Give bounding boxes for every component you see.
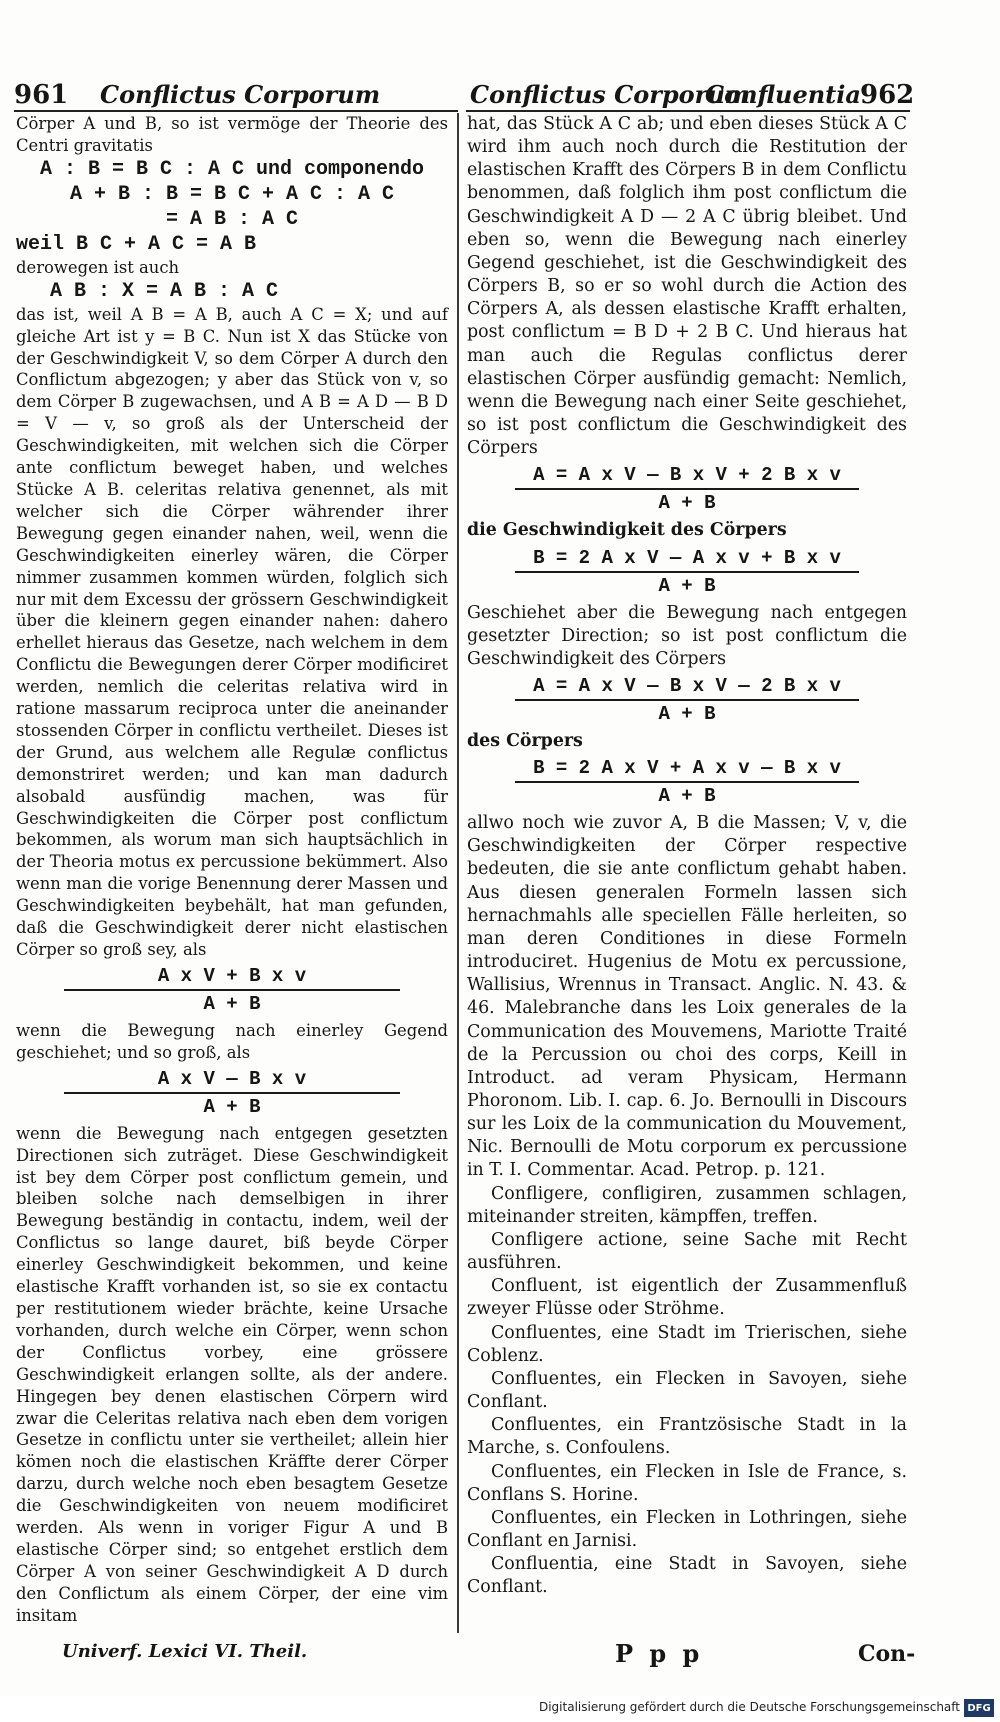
left-running-title: Conflictus Corporum xyxy=(100,80,381,109)
dictionary-entry: Confluentes, ein Flecken in Lothringen, siehe Conflant en Jarnisi. xyxy=(467,1507,907,1551)
formula-fraction xyxy=(467,545,907,599)
paragraph: Cörper A und B, so ist vermöge der Theorie des Centri gravitatis xyxy=(16,114,448,155)
paragraph: wenn die Bewegung nach entgegen gesetzten Directionen sich zuträget. Diese Geschwindigkeit ist bey dem Cörper post conflictum gemein, und bleiben solche nach demselbigen in ihrer Bewegung beständig in contactu, indem, weil der Conflictus so lange dauret, biß beyde Cörper einerley Geschwindigkeit bekommen, und keine elastische Krafft vorhanden ist, so sie ex contactu per restitutionem wieder brächte, keine Ursache vorhanden, durch welche ein Cörper, wenn schon der Conflictus vorbey, eine grössere Geschwindigkeit erlangen sollte, als der andere. Hingegen bey denen elastischen Cörpern wird zwar die Celeritas relativa nach eben dem vorigen Gesetze in conflictu unter sie vertheilet; allein hier kömen noch die elastischen Kräffte derer Cörper darzu, durch welche noch eben besagtem Gesetze die Geschwindigkeiten von neuem modificiret werden. Als wenn in voriger Figur A und B elastische Cörper sind; so entgehet erstlich dem Cörper A von seiner Geschwindigkeit A D durch den Conflictum als einem Cörper, der eine vim insitam xyxy=(16,1123,448,1625)
left-page-number: 961 xyxy=(14,80,69,110)
fraction-denominator: A + B xyxy=(203,1095,261,1118)
equation: A B : X = A B : A C xyxy=(50,279,279,303)
formula-fraction xyxy=(467,462,907,516)
paragraph: hat, das Stück A C ab; und eben dieses Stück A C wird ihm auch noch durch die Restitution der elastischen Krafft des Cörpers B in dem Conflictu benommen, daß folglich ihm post conflictum die Geschwindigkeit A D — 2 A C übrig bleibet. Und eben so, wenn die Bewegung nach einerley Gegend geschiehet, ist die Geschwindigkeit des Cörpers B, so er so wohl durch die Action des Cörpers A, als dessen elastische Krafft erhalten, post conflictum = B D + 2 B C. Und hieraus hat man auch die Regulas conflictus derer elastischen Cörper ausfündig gemacht: Nemlich, wenn die Bewegung nach einer Seite geschiehet, so ist post conflictum die Geschwindigkeit des Cörpers xyxy=(467,114,907,459)
equation: A : B = B C : A C und componendo xyxy=(39,157,425,181)
fraction-numerator: B = 2 A x V + A x v — B x v xyxy=(533,757,841,780)
digitization-note: Digitalisierung gefördert durch die Deutsche Forschungsgemeinschaft xyxy=(538,1700,960,1714)
volume-footer: Univerf. Lexici VI. Theil. xyxy=(62,1641,308,1662)
fraction-denominator: A + B xyxy=(658,574,716,597)
digitization-footer xyxy=(0,1696,1000,1722)
right-header-rule xyxy=(466,110,910,112)
fraction-denominator: A + B xyxy=(658,702,716,725)
formula-fraction xyxy=(467,673,907,727)
dictionary-entry: Confluentes, ein Flecken in Isle de France, s. Conflans S. Horine. xyxy=(467,1461,907,1505)
dictionary-entry: Confligere actione, seine Sache mit Recht ausführen. xyxy=(467,1229,907,1274)
fraction-numerator: A x V + B x v xyxy=(157,964,307,987)
fraction-denominator: A + B xyxy=(658,785,716,808)
right-column xyxy=(467,113,907,1599)
equation: = A B : A C xyxy=(165,207,299,231)
fraction-numerator: B = 2 A x V — A x v + B x v xyxy=(533,546,841,569)
dfg-logo-icon: DFG xyxy=(964,1699,994,1717)
formula-fraction xyxy=(16,963,448,1017)
signature-mark: P p p xyxy=(615,1639,704,1668)
fraction-denominator: A + B xyxy=(203,992,261,1015)
paragraph: Geschiehet aber die Bewegung nach entgegen gesetzter Direction; so ist post conflictum die Geschwindigkeit des Cörpers xyxy=(467,602,907,669)
paragraph: allwo noch wie zuvor A, B die Massen; V, v, die Geschwindigkeiten der Cörper respective bedeuten, die sie ante conflictum gehabt haben. Aus diesen generalen Formeln lassen sich hernachmahls alle speciellen Fälle herleiten, so man deren Conditiones in diese Formeln introduciret. Hugenius de Motu ex percussione, Wallisius, Wrennus in Transact. Anglic. N. 43. & 46. Malebranche dans les Loix generales de la Communication des Mouvemens, Mariotte Traité de la Percussion ou choi des corps, Keill in Introduct. ad veram Physicam, Hermann Phoronom. Lib. I. cap. 6. Jo. Bernoulli in Discours sur les Loix de la communication du Mouvement, Nic. Bernoulli de Motu corporum ex percussione in T. I. Commentar. Acad. Petrop. p. 121. xyxy=(467,813,907,1181)
fraction-numerator: A = A x V — B x V — 2 B x v xyxy=(533,674,841,697)
dictionary-entry: Confluentes, eine Stadt im Trierischen, siehe Coblenz. xyxy=(467,1322,907,1366)
paragraph: das ist, weil A B = A B, auch A C = X; und auf gleiche Art ist y = B C. Nun ist X das Stücke von der Geschwindigkeit V, so dem Cörper A durch den Conflictum abgezogen; y aber das Stück von v, so dem Cörper B zugewachsen, und A B = A D — B D = V — v, so groß als der Unterscheid der Geschwindigkeiten, mit welchen sich die Cörper ante conflictum beweget haben, und welches Stücke A B. celeritas relativa genennet, als mit welcher sich die Cörper währender ihrer Bewegung gegen einander nahen, weil, wenn die Geschwindigkeiten einerley wären, die Cörper nimmer zusammen kommen würden, folglich sich nur mit dem Excessu der grössern Geschwindigkeit über die kleinern gegen einander nahen: dahero erhellet hieraus das Gesetze, nach welchem in dem Conflictu die Bewegungen derer Cörper modificiret werden, nemlich die celeritas relativa wird in ratione massarum reciproca unter die aneinander stossenden Cörper in conflictu vertheilet. Dieses ist der Grund, aus welchem alle Regulæ conflictus demonstriret werden; und kan man dadurch alsobald ausfündig machen, was für Geschwindigkeiten die Cörper post conflictum bekommen, als worum man sich hauptsächlich in der Theoria motus ex percussione bekümmert. Also wenn man die vorige Benennung derer Massen und Geschwindigkeiten beybehält, hat man gefunden, daß die Geschwindigkeit derer nicht elastischen Cörper so groß sey, als xyxy=(16,304,448,959)
equation: weil B C + A C = A B xyxy=(16,232,257,256)
left-header-rule xyxy=(14,110,458,112)
dictionary-entry: Confluentia, eine Stadt in Savoyen, siehe Conflant. xyxy=(467,1554,907,1598)
catchword: Con- xyxy=(858,1641,916,1667)
fraction-denominator: A + B xyxy=(658,492,716,515)
dictionary-entry: Confluentes, ein Frantzösische Stadt in la Marche, s. Confoulens. xyxy=(467,1415,907,1459)
dictionary-entry: Confligere, confligiren, zusammen schlagen, miteinander streiten, kämpffen, treffen. xyxy=(467,1183,907,1227)
formula-fraction xyxy=(467,755,907,809)
fraction-numerator: A = A x V — B x V + 2 B x v xyxy=(533,464,841,487)
equation: A + B : B = B C + A C : A C xyxy=(69,182,395,206)
right-keyword: Confluentia xyxy=(705,80,861,109)
column-divider xyxy=(457,113,459,1633)
formula-fraction xyxy=(16,1066,448,1120)
formula-label: des Cörpers xyxy=(467,730,583,751)
dictionary-entry: Confluentes, ein Flecken in Savoyen, siehe Conflant. xyxy=(467,1368,907,1413)
right-running-title: Conflictus Corporum xyxy=(470,80,751,109)
paragraph: wenn die Bewegung nach einerley Gegend geschiehet; und so groß, als xyxy=(16,1020,448,1062)
dictionary-entry: Confluent, ist eigentlich der Zusammenfluß zweyer Flüsse oder Ströhme. xyxy=(467,1276,907,1320)
formula-label: die Geschwindigkeit des Cörpers xyxy=(467,520,787,541)
left-column xyxy=(16,113,448,1627)
right-page-number: 962 xyxy=(860,80,915,110)
fraction-numerator: A x V — B x v xyxy=(157,1067,307,1090)
paragraph: derowegen ist auch xyxy=(16,257,180,277)
